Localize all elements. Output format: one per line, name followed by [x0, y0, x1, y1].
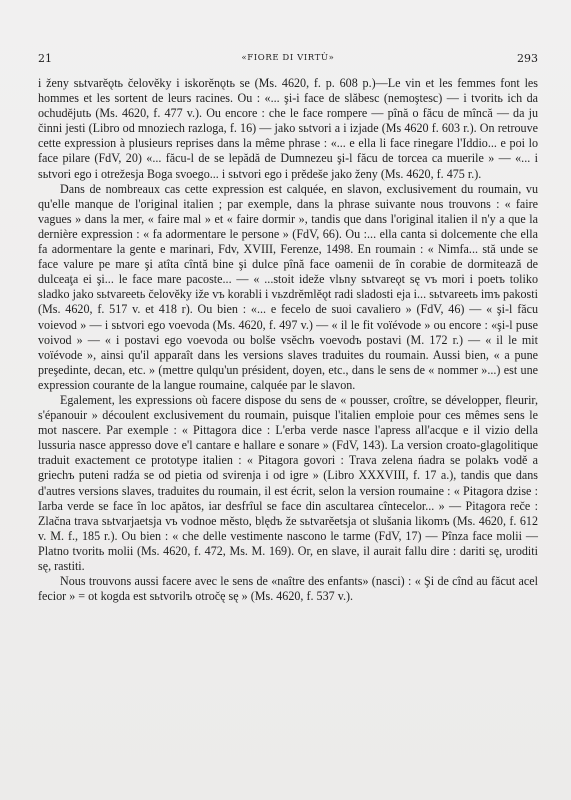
paragraph-1: i ženy sьtvarěǫtь čelověky i iskorěnǫtь se (Ms. 4620, f. p. 608 p.)—Le vin et les femmes font les hommes et les sortent de leurs racines. Ou : «... şi-i face de slăbesc (nemoştesc) — i tvoritь ich da ochudějutь (Ms. 4620, f. 477 v.). Ou encore : che le face rompere — pînă o făcu de mîncă — da ju činni jesti (Libro od mnoziech razloga, f. 16) — jako sьtvori a i izjade (Ms 4620 f. 603 r.). On retrouve cette expression à plusieurs reprises dans la même phrase : «... e ella li face rinegare l'Iddio... e poi lo face pilare (FdV, 20) «... făcu-l de se lepădă de Dumnezeu şi-l făcu de torcea ca muerile » — «... i sьtvori ego i otrežesja Boga svoego... i sьtvori ego i prědeše jako ženy (Ms. 4620, f. 475 r.).	[38, 76, 538, 181]
paragraph-3: Egalement, les expressions où facere dispose du sens de « pousser, croître, se développer, fleurir, s'épanouir » découlent exclusivement du roumain, puisque l'italien emploie pour ces mêmes sens le mot nascere. Par exemple : « Pittagora dice : L'erba verde nasce l'apress all'acque e il vizio della lussuria nasce appresso dove e'l cantare e hallare e sonare » (FdV, 143). La version croato-glagolitique traduit exactement ce prototype italien : « Pitagora govori : Trava zelena ńadra se polakъ vodě a griechъ puteni radźa se od pietia od svirenja i od igre » (Libro XXXVIII, f. 17 a.), tandis que dans d'autres versions slaves, traduites du roumain, il est écrit, selon la version roumaine : « Pitagora dzise : Iarba verde se face în loc apătos, iar desfrîul se face din ascultarea cîntecelor... » — Pitagora reče : Zlačna trava sьtvarjaetsja vъ vodnoe město, blędъ že sьtvarěetsja ot slušania likomъ (Ms. 4620, f. 612 v. M. f., 185 r.). Ou bien : « che delle vestimente nascono le tarme (FdV, 17) — Pînza face molii — Platno tvoritь molii (Ms. 4620, f. 472, Ms. M. 169). Or, en slave, il aurait fallu dire : dariti sę, uroditi sę, rastiti.	[38, 392, 538, 573]
running-title: «FIORE DI VIRTÙ»	[241, 53, 335, 63]
paragraph-2: Dans de nombreaux cas cette expression est calquée, en slavon, exclusivement du roumain, vu qu'elle manque de l'original italien ; par exemple, dans la phrase suivante nous trouvons : « faire vagues » dans la mer, « faire mal » et « faire dormir », tandis que dans l'original italien il n'y a que la dernière expression : « fa adormentare le persone » (FdV, 66). Ou :... ella canta si dolcemente che ella fa adormentare la gente e marinari, Fdv, XVIII, Ferenze, 1498. En roumain : « Nimfa... stă unde se face valure pe mare şi atîta cîntă bine şi dulce pînă face oamenii de în corabie de dormitează de dulceaţa ei şi... le face mare pacoste... — « ...stoit ideže vlьny sьtvarеǫt sę vъ mori i poetъ toliko sladko jako sьtvareetь čelověky iže vъ korabli i vьzdrěmlěǫt radi sladosti eja i... sьtvareetь imъ pakosti (Ms. 4620, f. 517 v. et 418 r). Ou bien : «... e fecelo de suoi cavaliero » (FdV, 46) — « şi-l făcu voievod » — i sьtvori ego voevoda (Ms. 4620, f. 497 v.) — « il le fit voïévode » ou encore : «şi-l puse voivod » — « i postavi ego voevoda ou bolše vsěchъ voevodъ postavi (M. 172 r.) — « il le mit voïévode », ainsi qu'il apparaît dans les versions slaves traduites du roumain. Aussi bien, « a pune preşedinte, decan, etc. » (mettre qulqu'un président, doyen, etc., dans le sens de « nommer »...) est une expression courante de la langue roumaine, calquée par le slavon.	[38, 181, 538, 392]
body-text	[38, 76, 538, 604]
paragraph-4: Nous trouvons aussi facere avec le sens de «naître des enfants» (nasci) : « Şi de cînd au făcut acel fecior » = ot kogda est sьtvorilъ otročę sę » (Ms. 4620, f. 537 v.).	[38, 574, 538, 604]
running-header	[38, 52, 538, 68]
right-page-number: 293	[517, 52, 538, 65]
left-page-number: 21	[38, 52, 52, 65]
